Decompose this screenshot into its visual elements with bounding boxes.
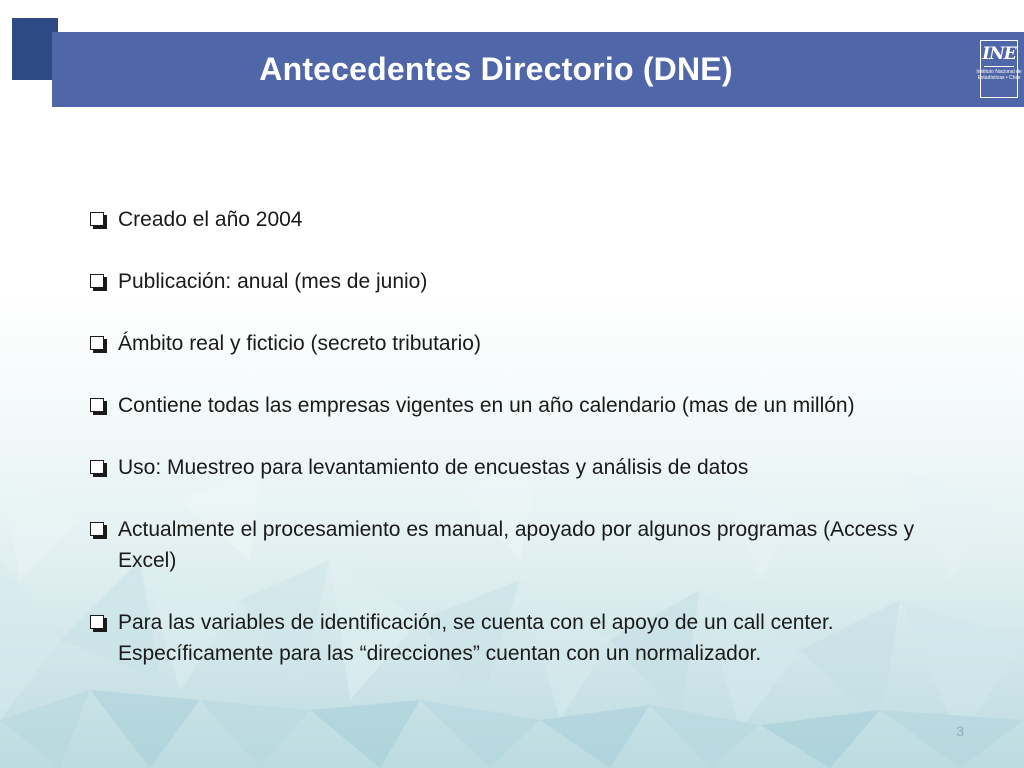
bullet-text: Ámbito real y ficticio (secreto tributario) [118, 332, 481, 355]
bullet-list [90, 204, 990, 700]
logo-mark: INE [982, 44, 1016, 64]
logo-subtitle-line2: Estadísticas • Chile [977, 75, 1021, 81]
bullet-text: Para las variables de identificación, se cuenta con el apoyo de un call center. Específicamente para las “direcciones” cuentan con un normalizador. [118, 611, 834, 665]
bullet-text: Contiene todas las empresas vigentes en un año calendario (mas de un millón) [118, 394, 855, 417]
ine-logo [976, 40, 1022, 98]
bullet-item [90, 204, 990, 235]
bullet-item [90, 266, 990, 297]
checkbox-bullet-icon [90, 460, 104, 474]
checkbox-bullet-icon [90, 522, 104, 536]
slide-title: Antecedentes Directorio (DNE) [259, 51, 733, 87]
bullet-text: Creado el año 2004 [118, 208, 303, 231]
bullet-text: Uso: Muestreo para levantamiento de encuestas y análisis de datos [118, 456, 749, 479]
bullet-item [90, 514, 918, 576]
bullet-item [90, 607, 948, 669]
bullet-item [90, 328, 990, 359]
bullet-text: Publicación: anual (mes de junio) [118, 270, 428, 293]
checkbox-bullet-icon [90, 398, 104, 412]
checkbox-bullet-icon [90, 274, 104, 288]
bullet-text: Actualmente el procesamiento es manual, apoyado por algunos programas (Access y Excel) [118, 518, 915, 572]
checkbox-bullet-icon [90, 615, 104, 629]
title-bar [52, 32, 1024, 107]
checkbox-bullet-icon [90, 336, 104, 350]
logo-divider [984, 66, 1014, 67]
bullet-item [90, 390, 990, 421]
logo-subtitle-line1: Instituto Nacional de [976, 69, 1022, 75]
page-number: 3 [956, 723, 964, 739]
bullet-item [90, 452, 990, 483]
checkbox-bullet-icon [90, 212, 104, 226]
